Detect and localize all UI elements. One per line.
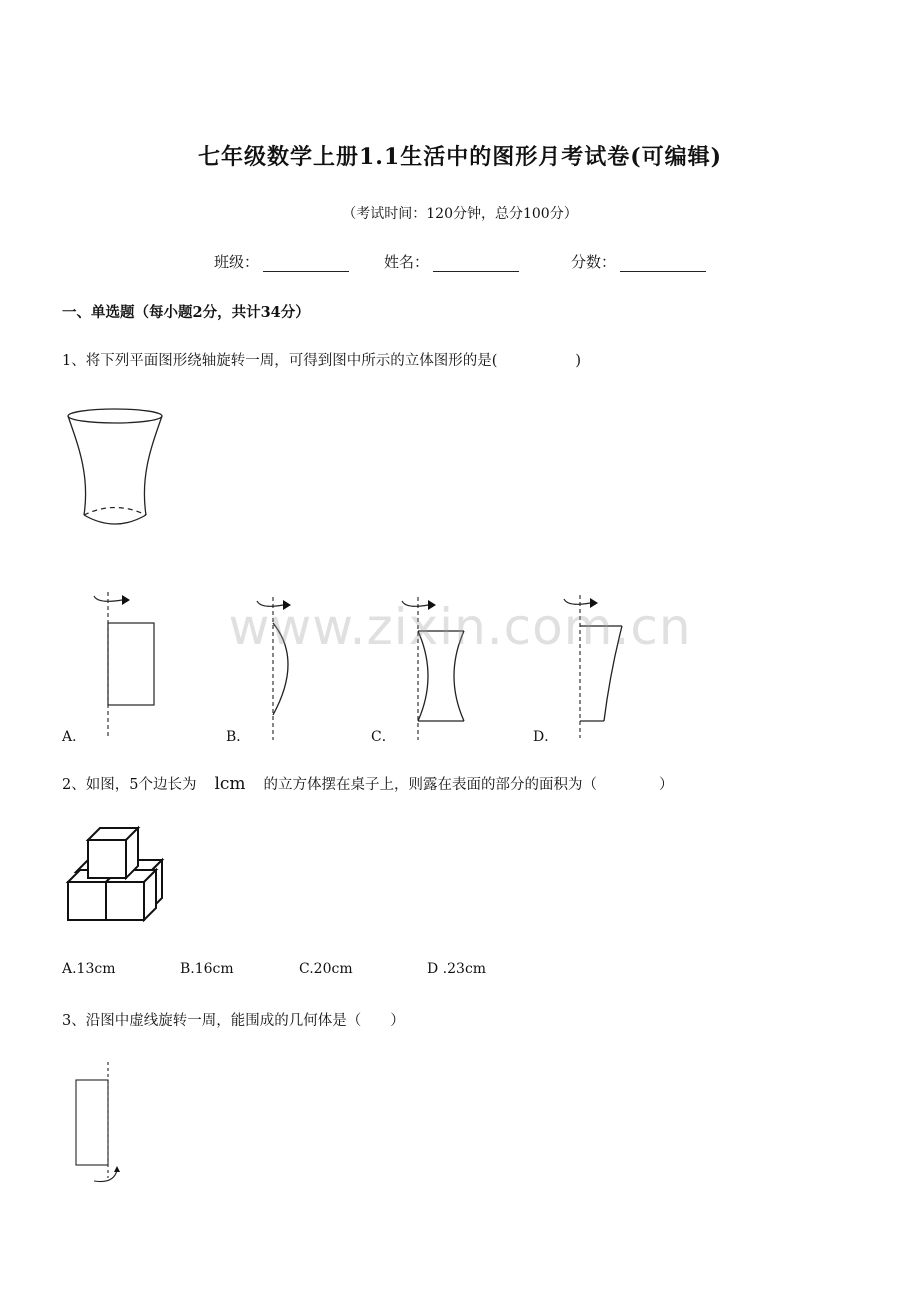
unit-label: lcm [214, 774, 246, 794]
question-2-text-tail: 的立方体摆在桌子上，则露在表面的部分的面积为（ [263, 777, 598, 793]
q2-option-c[interactable]: C.20cm [299, 961, 353, 977]
question-1 [62, 349, 581, 370]
class-field [214, 251, 349, 272]
question-2-text: 2、如图，5个边长为 [62, 777, 197, 793]
class-blank [263, 257, 349, 272]
option-a-label[interactable]: A． [62, 729, 87, 745]
q2-option-a[interactable]: A.13cm [62, 961, 116, 977]
class-label: 班级： [214, 253, 260, 271]
name-blank [433, 257, 519, 272]
score-label: 分数： [571, 253, 617, 271]
score-field [571, 251, 706, 272]
page-title: 七年级数学上册1.1生活中的图形月考试卷(可编辑) [197, 144, 723, 170]
option-c-label[interactable]: C． [371, 729, 396, 745]
q2-option-d[interactable]: D .23cm [427, 961, 487, 977]
question-1-text: 1、将下列平面图形绕轴旋转一周，可得到图中所示的立体图形的是( [62, 353, 498, 369]
question-2 [62, 773, 674, 794]
name-field [384, 251, 519, 272]
watermark: www.zixin.com.cn [228, 598, 692, 656]
vase-figure [60, 405, 170, 530]
rotation-figure [70, 1060, 130, 1190]
section-heading: 一、单选题（每小题2分，共计34分） [62, 304, 310, 321]
score-blank [620, 257, 706, 272]
question-1-close: ) [575, 353, 582, 369]
option-b-label[interactable]: B． [226, 729, 251, 745]
name-label: 姓名： [384, 253, 430, 271]
exam-subtitle: （考试时间：120分钟，总分100分） [342, 206, 578, 222]
cubes-figure [64, 826, 168, 924]
option-d-label[interactable]: D． [533, 729, 559, 745]
question-2-close: ） [659, 777, 674, 793]
question-3: 3、沿图中虚线旋转一周，能围成的几何体是（ ） [62, 1013, 405, 1029]
q2-option-b[interactable]: B.16cm [180, 961, 234, 977]
